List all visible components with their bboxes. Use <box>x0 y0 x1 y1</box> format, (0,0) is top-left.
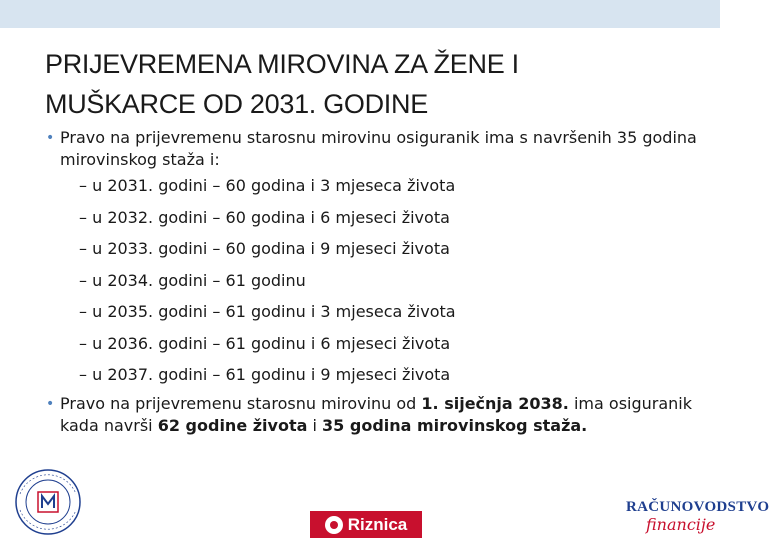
bullet-2-service: 35 godina mirovinskog staža. <box>322 416 588 435</box>
year-list <box>46 175 706 386</box>
title-line-1: PRIJEVREMENA MIROVINA ZA ŽENE I <box>45 49 519 79</box>
bullet-2-part1: Pravo na prijevremenu starosnu mirovinu od <box>60 394 422 413</box>
year-list-item: – u 2037. godini – 61 godinu i 9 mjeseci života <box>79 365 451 384</box>
racunovodstvo-logo <box>622 496 769 540</box>
bullet-2-date: 1. siječnja 2038. <box>421 394 569 413</box>
bullet-dot-icon: • <box>46 130 55 146</box>
year-list-item: – u 2031. godini – 60 godina i 3 mjeseca života <box>79 176 456 195</box>
riznica-logo-text: Riznica <box>347 514 408 534</box>
year-list-item: – u 2035. godini – 61 godinu i 3 mjeseca života <box>79 302 456 321</box>
racunovodstvo-logo-word1: RAČUNOVODSTVO <box>626 499 769 515</box>
bullet-2-part2: ima osiguranik kada navrši <box>60 394 692 435</box>
year-list-item: – u 2034. godini – 61 godinu <box>79 270 306 290</box>
bullet-2 <box>46 393 706 437</box>
bullet-2-age: 62 godine života <box>157 416 308 435</box>
bullet-dot-icon: • <box>46 396 55 412</box>
riznica-logo <box>310 511 422 538</box>
racunovodstvo-logo-word2: financije <box>646 515 716 534</box>
bullet-1-text: Pravo na prijevremenu starosnu mirovinu osiguranik ima s navršenih 35 godina mirovinskog staža i: <box>60 128 697 169</box>
year-list-item: – u 2032. godini – 60 godina i 6 mjeseci života <box>79 207 450 227</box>
top-bar <box>0 0 720 28</box>
year-list-item: – u 2036. godini – 61 godinu i 6 mjeseci života <box>79 333 451 353</box>
left-seal-logo <box>2 464 94 536</box>
title-line-2: MUŠKARCE OD 2031. GODINE <box>45 89 428 119</box>
bullet-1 <box>46 127 706 171</box>
slide-title <box>45 44 685 124</box>
slide-content <box>46 127 706 437</box>
bullet-2-part3: i <box>307 416 323 435</box>
year-list-item: – u 2033. godini – 60 godina i 9 mjeseci života <box>79 239 450 258</box>
riznica-emblem-icon <box>325 516 343 534</box>
